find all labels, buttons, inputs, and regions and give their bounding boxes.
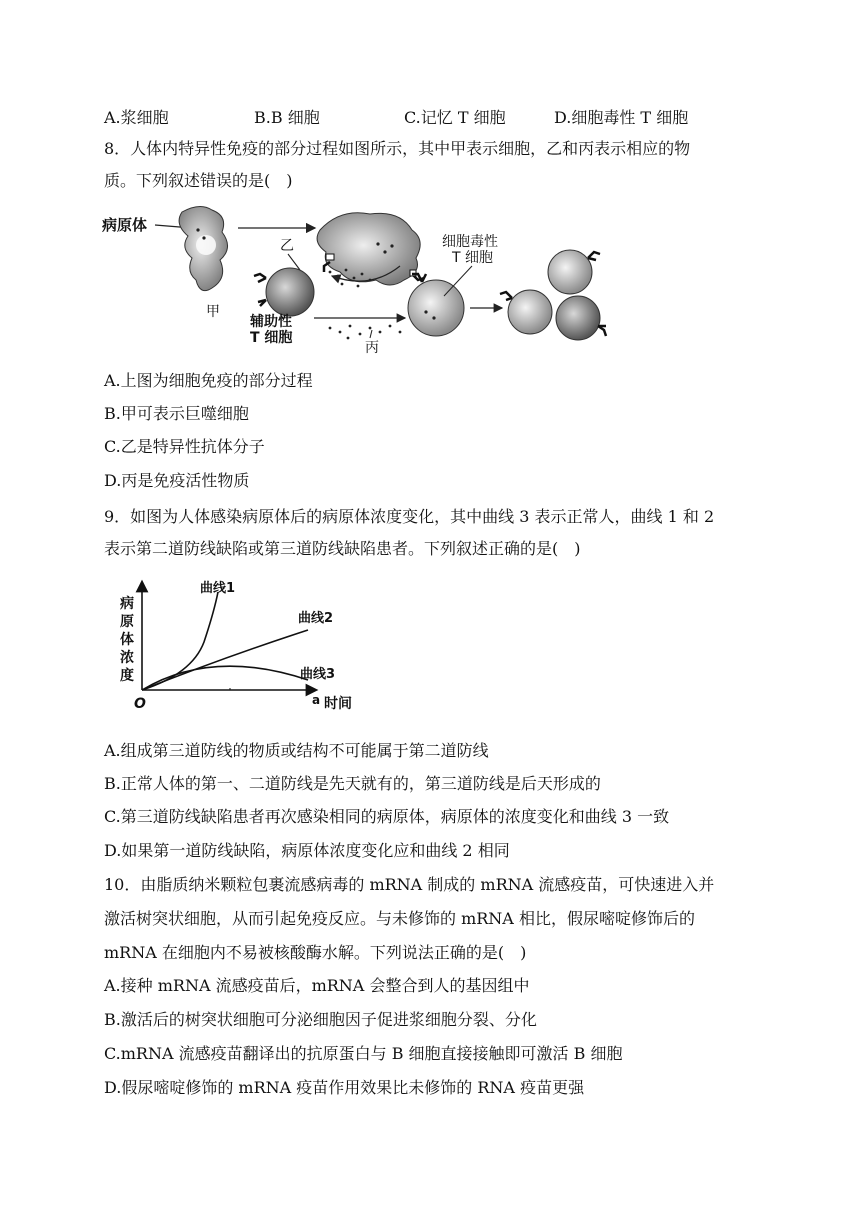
cell-antigen-presenting [317, 213, 420, 285]
x-label: 时间 [324, 696, 352, 712]
y-label-1: 病 [120, 596, 134, 612]
clone-cell-2 [508, 290, 552, 334]
q10-stem-line1: 10．由脂质纳米颗粒包裹流感病毒的 mRNA 制成的 mRNA 流感疫苗，可快速进入并 [104, 875, 715, 894]
q9-stem-line2: 表示第二道防线缺陷或第三道防线缺陷患者。下列叙述正确的是( ) [104, 539, 581, 558]
label-pathogen: 病原体 [102, 216, 148, 234]
bing-pointer [370, 330, 372, 338]
label-bing: 丙 [365, 340, 379, 356]
q10-option-d[interactable]: D.假尿嘧啶修饰的 mRNA 疫苗作用效果比未修饰的 RNA 疫苗更强 [104, 1078, 585, 1097]
immune-process-diagram [100, 200, 620, 360]
q7-option-d[interactable]: D.细胞毒性 T 细胞 [554, 108, 689, 127]
q10-stem-line2: 激活树突状细胞，从而引起免疫反应。与未修饰的 mRNA 相比，假尿嘧啶修饰后的 [104, 909, 695, 928]
q8-option-a[interactable]: A.上图为细胞免疫的部分过程 [104, 371, 313, 390]
pathogen-concentration-chart [112, 578, 372, 718]
q10-option-a[interactable]: A.接种 mRNA 流感疫苗后，mRNA 会整合到人的基因组中 [104, 976, 530, 995]
label-ctl-2: T 细胞 [452, 250, 494, 266]
curve-2-label: 曲线2 [298, 611, 334, 626]
q7-option-c[interactable]: C.记忆 T 细胞 [404, 108, 506, 127]
label-jia: 甲 [206, 304, 220, 320]
cytokine-dots-lower [329, 325, 402, 340]
origin-label: O [134, 696, 146, 712]
q7-option-a[interactable]: A.浆细胞 [104, 108, 169, 127]
q9-chart [112, 578, 372, 718]
q7-option-b[interactable]: B.B 细胞 [254, 108, 320, 127]
cell-cytotoxic-t [408, 280, 464, 336]
cell-helper-t [266, 268, 314, 316]
y-label-2: 原 [120, 614, 134, 630]
x-tick-a: a [312, 693, 321, 707]
curve-1-label: 曲线1 [200, 581, 236, 596]
curve-3-label: 曲线3 [300, 667, 336, 682]
clone-cell-3 [556, 296, 600, 340]
q8-option-c[interactable]: C.乙是特异性抗体分子 [104, 437, 265, 456]
q8-stem-line1: 8．人体内特异性免疫的部分过程如图所示，其中甲表示细胞，乙和丙表示相应的物 [104, 139, 691, 158]
clone-cell-1 [548, 250, 592, 294]
q9-stem-line1: 9．如图为人体感染病原体后的病原体浓度变化，其中曲线 3 表示正常人，曲线 1 和 2 [104, 507, 715, 526]
q9-option-c[interactable]: C.第三道防线缺陷患者再次感染相同的病原体，病原体的浓度变化和曲线 3 一致 [104, 807, 670, 826]
y-label-5: 度 [120, 668, 134, 684]
q8-stem-line2: 质。下列叙述错误的是( ) [104, 171, 293, 190]
curve-2 [142, 630, 308, 690]
label-yi: 乙 [280, 238, 294, 254]
q9-option-a[interactable]: A.组成第三道防线的物质或结构不可能属于第二道防线 [104, 741, 489, 760]
y-label-4: 浓 [120, 650, 134, 666]
q10-option-b[interactable]: B.激活后的树突状细胞可分泌细胞因子促进浆细胞分裂、分化 [104, 1010, 537, 1029]
q9-option-b[interactable]: B.正常人体的第一、二道防线是先天就有的，第三道防线是后天形成的 [104, 774, 601, 793]
y-label-3: 体 [120, 632, 134, 648]
label-helper-2: T 细胞 [250, 330, 293, 346]
q9-option-d[interactable]: D.如果第一道防线缺陷，病原体浓度变化应和曲线 2 相同 [104, 841, 510, 860]
label-ctl-1: 细胞毒性 [442, 234, 498, 250]
q10-option-c[interactable]: C.mRNA 流感疫苗翻译出的抗原蛋白与 B 细胞直接接触即可激活 B 细胞 [104, 1044, 623, 1063]
q8-option-d[interactable]: D.丙是免疫活性物质 [104, 471, 250, 490]
q8-option-b[interactable]: B.甲可表示巨噬细胞 [104, 404, 249, 423]
q8-immune-figure [100, 200, 620, 360]
q10-stem-line3: mRNA 在细胞内不易被核酸酶水解。下列说法正确的是( ) [104, 943, 527, 962]
label-helper-1: 辅助性 [250, 314, 292, 330]
curve-3 [142, 666, 308, 690]
